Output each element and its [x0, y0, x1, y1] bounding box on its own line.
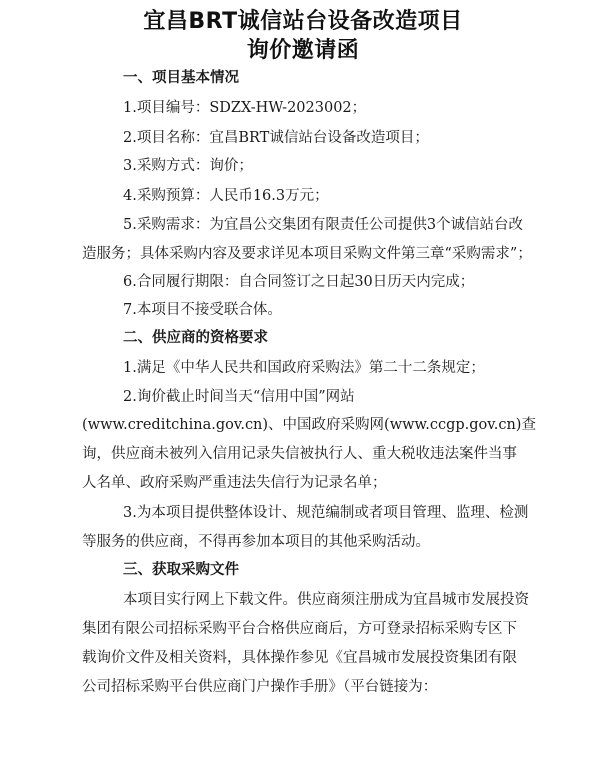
qualification-item-3-line-2: 等服务的供应商，不得再参加本项目的其他采购活动。	[82, 534, 430, 550]
procurement-method: 3.采购方式：询价；	[123, 158, 253, 174]
qualification-item-2-line-3: 询，供应商未被列入信用记录失信被执行人、重大税收违法案件当事	[82, 446, 517, 462]
document-subtitle: 询价邀请函	[246, 38, 360, 63]
acquire-docs-line-4: 公司招标采购平台供应商门户操作手册》（平台链接为：	[82, 679, 438, 695]
procurement-requirement-line-1: 5.采购需求：为宜昌公交集团有限责任公司提供3个诚信站台改	[123, 217, 524, 233]
section-3-heading: 三、获取采购文件	[123, 562, 239, 578]
qualification-item-3-line-1: 3.为本项目提供整体设计、规范编制或者项目管理、监理、检测	[123, 505, 529, 521]
section-2-heading: 二、供应商的资格要求	[123, 330, 268, 346]
procurement-requirement-line-2: 造服务；具体采购内容及要求详见本项目采购文件第三章“采购需求”；	[82, 246, 532, 262]
project-number: 1.项目编号：SDZX-HW-2023002；	[123, 100, 367, 116]
project-name: 2.项目名称：宜昌BRT诚信站台设备改造项目；	[123, 130, 429, 146]
qualification-item-1: 1.满足《中华人民共和国政府采购法》第二十二条规定；	[123, 360, 485, 376]
acquire-docs-line-1: 本项目实行网上下载文件。供应商须注册成为宜昌城市发展投资	[123, 592, 529, 608]
acquire-docs-line-2: 集团有限公司招标采购平台合格供应商后，方可登录招标采购专区下	[82, 621, 517, 637]
qualification-item-2-line-2: (www.creditchina.gov.cn)、中国政府采购网(www.ccgp.gov.cn)查	[82, 417, 536, 433]
acquire-docs-line-3: 载询价文件及相关资料，具体操作参见《宜昌城市发展投资集团有限	[82, 650, 517, 666]
no-consortium: 7.本项目不接受联合体。	[123, 302, 282, 318]
section-1-heading: 一、项目基本情况	[123, 70, 239, 86]
qualification-item-2-line-1: 2.询价截止时间当天“信用中国”网站	[123, 389, 355, 405]
contract-period: 6.合同履行期限：自合同签订之日起30日历天内完成；	[123, 274, 475, 290]
qualification-item-2-line-4: 人名单、政府采购严重违法失信行为记录名单；	[82, 475, 387, 491]
procurement-budget: 4.采购预算：人民币16.3万元；	[123, 188, 329, 204]
document-title: 宜昌BRT诚信站台设备改造项目	[143, 9, 463, 34]
